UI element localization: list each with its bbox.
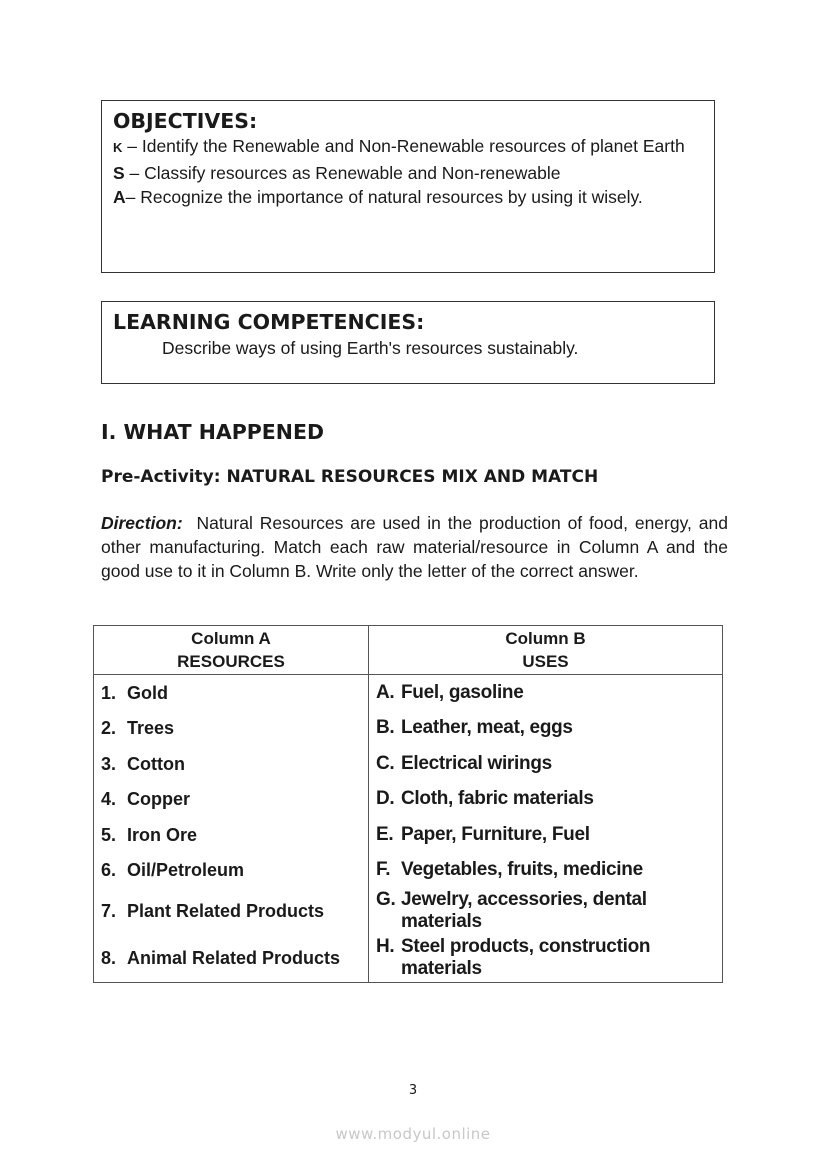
direction-label: Direction: [101, 513, 183, 533]
use-letter: H. [376, 936, 395, 958]
resource-cell [94, 675, 369, 711]
table-row [94, 853, 723, 887]
resource-number: 2. [101, 718, 117, 738]
resource-name: Cotton [127, 753, 185, 774]
resource-cell [94, 746, 369, 782]
resource-number: 8. [101, 948, 117, 969]
table-header-row [94, 626, 723, 675]
objective-skill [113, 161, 703, 186]
objective-letter: A [113, 187, 126, 207]
use-cell [369, 853, 723, 887]
resource-cell [94, 887, 369, 935]
use-letter: G. [376, 888, 396, 910]
column-b-header [369, 626, 723, 675]
objective-letter: S [113, 162, 125, 183]
use-cell [369, 817, 723, 853]
table-row [94, 935, 723, 983]
use-text: Leather, meat, eggs [401, 717, 573, 738]
pre-activity-title: Pre-Activity: NATURAL RESOURCES MIX AND MATCH [101, 467, 599, 487]
competencies-box [101, 301, 715, 384]
resource-name: Trees [127, 718, 175, 738]
column-a-title: Column A [191, 629, 271, 648]
use-text: Jewelry, accessories, dental materials [401, 888, 647, 932]
resource-name: Iron Ore [127, 824, 198, 845]
resource-cell [94, 853, 369, 887]
objectives-title: OBJECTIVES: [113, 109, 258, 133]
resource-cell [94, 782, 369, 817]
objective-attitude [113, 185, 703, 210]
use-text: Steel products, construction materials [401, 936, 651, 980]
use-cell [369, 887, 723, 935]
column-b-subtitle: USES [522, 652, 569, 671]
use-cell [369, 711, 723, 746]
direction-paragraph [101, 511, 728, 583]
objectives-box [101, 100, 715, 273]
resource-number: 7. [101, 900, 117, 921]
objective-letter: K [113, 140, 123, 155]
resource-number: 3. [101, 753, 117, 774]
resource-number: 5. [101, 824, 117, 845]
resource-name: Gold [127, 682, 168, 703]
column-a-header [94, 626, 369, 675]
resource-name: Oil/Petroleum [127, 859, 245, 880]
use-cell [369, 675, 723, 711]
table-row [94, 746, 723, 782]
column-b-title: Column B [505, 629, 586, 648]
table-row [94, 782, 723, 817]
use-cell [369, 782, 723, 817]
resource-cell [94, 711, 369, 746]
direction-text: Natural Resources are used in the production of food, energy, and other manufacturing. Match each raw material/resource in Column A and the good use to it in Column B. Write only the letter of the correct answer. [101, 513, 728, 581]
resource-name: Copper [127, 789, 190, 809]
use-cell [369, 935, 723, 983]
use-letter: E. [376, 823, 394, 845]
table-row [94, 711, 723, 746]
table-row [94, 675, 723, 711]
use-letter: C. [376, 752, 395, 774]
use-text: Cloth, fabric materials [401, 788, 594, 809]
match-table [93, 625, 723, 983]
use-text: Electrical wirings [401, 752, 552, 774]
use-cell [369, 746, 723, 782]
resource-name: Plant Related Products [127, 900, 325, 921]
use-text: Vegetables, fruits, medicine [401, 858, 643, 880]
objective-text: – Recognize the importance of natural resources by using it wisely. [125, 187, 643, 207]
competencies-text: Describe ways of using Earth's resources sustainably. [162, 338, 579, 358]
resource-cell [94, 935, 369, 983]
objective-knowledge [113, 134, 703, 161]
watermark: www.modyul.online [335, 1125, 491, 1143]
resource-number: 4. [101, 789, 117, 809]
section-heading: I. WHAT HAPPENED [101, 420, 324, 444]
table-row [94, 817, 723, 853]
resource-cell [94, 817, 369, 853]
use-letter: F. [376, 858, 391, 880]
use-letter: A. [376, 681, 395, 703]
column-a-subtitle: RESOURCES [177, 652, 285, 671]
page-number: 3 [408, 1083, 418, 1098]
use-text: Fuel, gasoline [401, 681, 524, 703]
resource-name: Animal Related Products [127, 948, 341, 969]
competencies-title: LEARNING COMPETENCIES: [113, 310, 425, 334]
objective-text: – Identify the Renewable and Non-Renewable resources of planet Earth [122, 136, 685, 156]
use-letter: D. [376, 788, 395, 809]
resource-number: 1. [101, 682, 117, 703]
resource-number: 6. [101, 859, 117, 880]
use-text: Paper, Furniture, Fuel [401, 823, 590, 845]
table-row [94, 887, 723, 935]
use-letter: B. [376, 717, 395, 738]
objective-text: – Classify resources as Renewable and Non-renewable [124, 162, 561, 183]
